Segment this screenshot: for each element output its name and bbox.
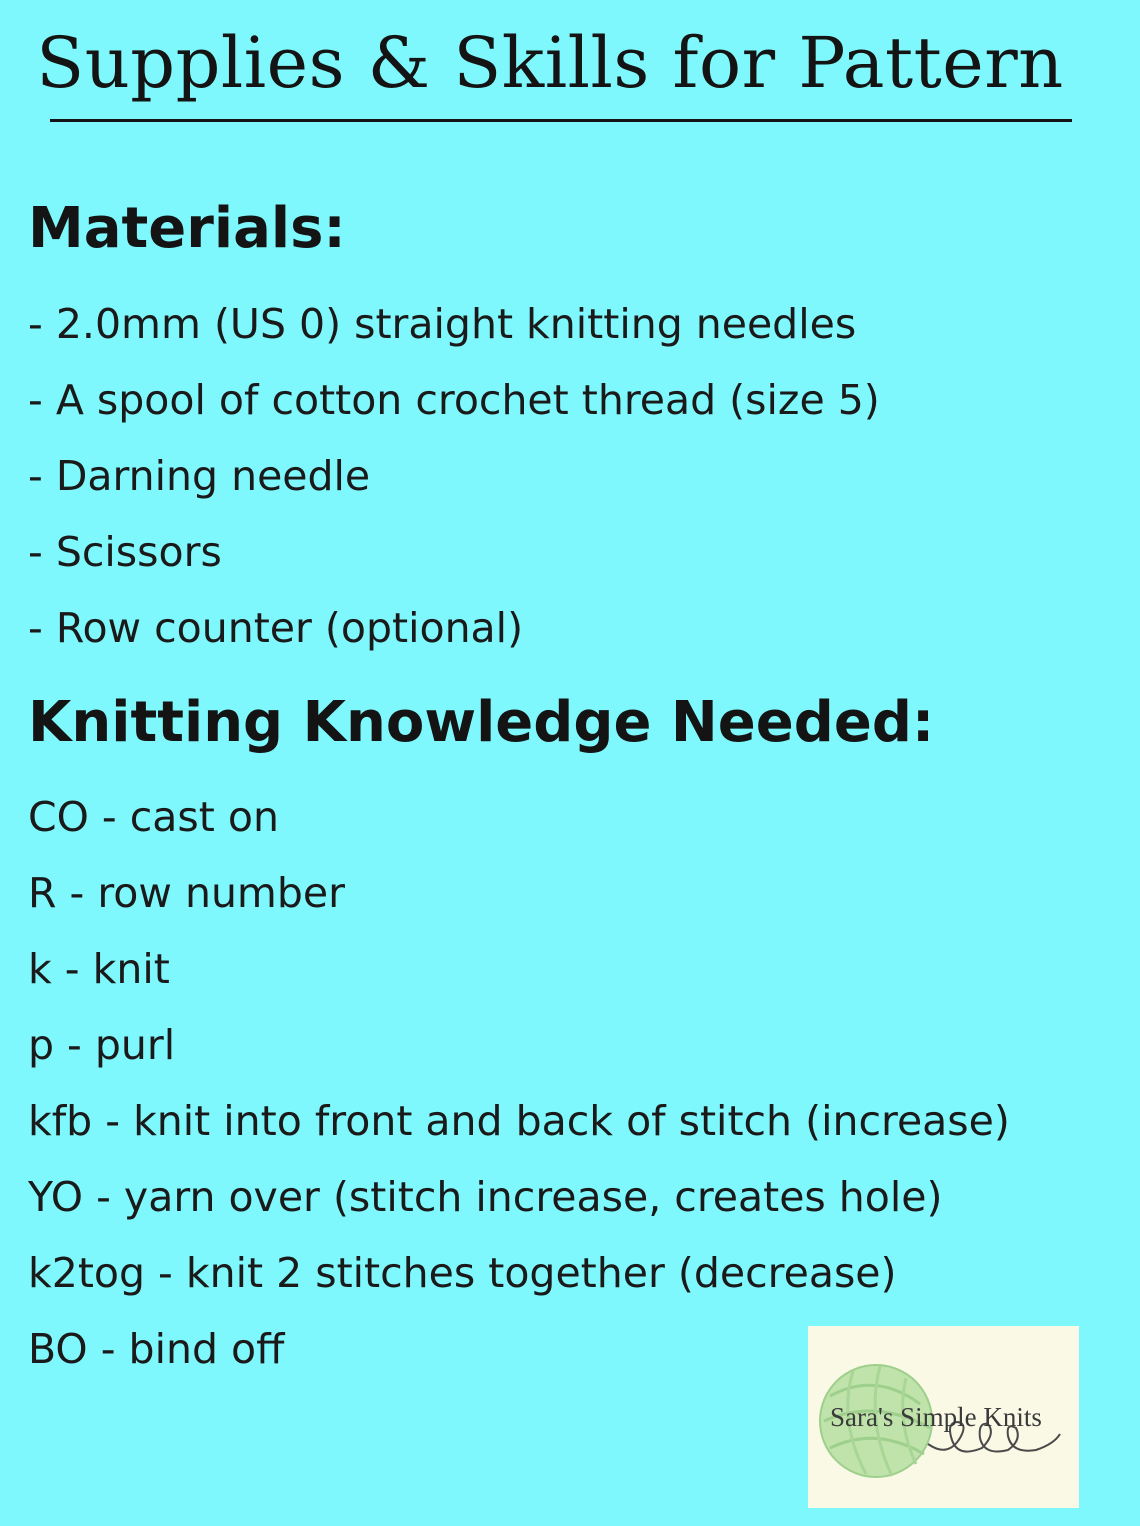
materials-heading: Materials: [28, 196, 346, 261]
logo [808, 1326, 1079, 1508]
list-item: p - purl [28, 1021, 176, 1069]
list-item: - Scissors [28, 528, 222, 576]
list-item: - Row counter (optional) [28, 604, 524, 652]
list-item: YO - yarn over (stitch increase, creates hole) [28, 1173, 943, 1221]
list-item: CO - cast on [28, 793, 279, 841]
materials-list [28, 286, 880, 666]
list-item: k2tog - knit 2 stitches together (decrease) [28, 1249, 897, 1297]
list-item: - 2.0mm (US 0) straight knitting needles [28, 300, 857, 348]
logo-text: Sara's Simple Knits [830, 1402, 1042, 1432]
page-title: Supplies & Skills for Pattern [36, 22, 1064, 104]
title-underline [50, 119, 1072, 122]
knowledge-list [28, 779, 1010, 1387]
list-item: - Darning needle [28, 452, 371, 500]
list-item: kfb - knit into front and back of stitch (increase) [28, 1097, 1010, 1145]
list-item: R - row number [28, 869, 345, 917]
list-item: k - knit [28, 945, 170, 993]
list-item: BO - bind off [28, 1325, 285, 1373]
list-item: - A spool of cotton crochet thread (size 5) [28, 376, 880, 424]
knowledge-heading: Knitting Knowledge Needed: [28, 690, 935, 755]
